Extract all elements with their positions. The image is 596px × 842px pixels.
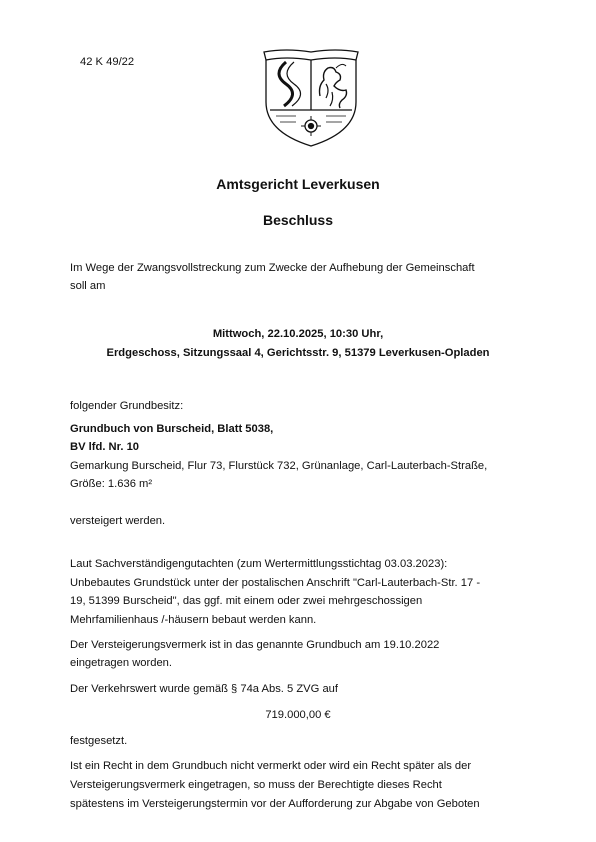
property-details: Gemarkung Burscheid, Flur 73, Flurstück 732, Grünanlage, Carl-Lauterbach-Straße, xyxy=(70,460,488,472)
registration-line-1: Der Versteigerungsvermerk ist in das genannte Grundbuch am 19.10.2022 xyxy=(70,639,440,651)
value-outro: festgesetzt. xyxy=(70,735,128,747)
appointment-datetime: Mittwoch, 22.10.2025, 10:30 Uhr, xyxy=(212,328,384,340)
property-item: BV lfd. Nr. 10 xyxy=(70,441,140,453)
appraisal-line-3: 19, 51399 Burscheid", das ggf. mit einem oder zwei mehrgeschossigen xyxy=(70,595,423,607)
appraisal-line-4: Mehrfamilienhaus /-häusern bebaut werden kann. xyxy=(70,614,317,626)
rights-notice-line-1: Ist ein Recht in dem Grundbuch nicht vermerkt oder wird ein Recht später als der xyxy=(70,760,472,772)
document-type: Beschluss xyxy=(262,212,334,228)
market-value: 719.000,00 € xyxy=(265,709,331,721)
property-intro: folgender Grundbesitz: xyxy=(70,400,184,412)
property-size: Größe: 1.636 m² xyxy=(70,478,153,490)
court-name: Amtsgericht Leverkusen xyxy=(216,176,380,192)
appraisal-line-1: Laut Sachverständigengutachten (zum Wertermittlungsstichtag 03.03.2023): xyxy=(70,558,448,570)
registration-line-2: eingetragen worden. xyxy=(70,657,173,669)
auction-text: versteigert werden. xyxy=(70,515,166,527)
rights-notice-line-2: Versteigerungsvermerk eingetragen, so muss der Berechtigte dieses Recht xyxy=(70,779,442,791)
nrw-coat-of-arms xyxy=(256,46,366,150)
file-number: 42 K 49/22 xyxy=(80,56,135,68)
value-intro: Der Verkehrswert wurde gemäß § 74a Abs. 5 ZVG auf xyxy=(70,683,339,695)
property-register: Grundbuch von Burscheid, Blatt 5038, xyxy=(70,423,274,435)
appraisal-line-2: Unbebautes Grundstück unter der postalischen Anschrift "Carl-Lauterbach-Str. 17 - xyxy=(70,577,481,589)
intro-line-2: soll am xyxy=(70,280,106,292)
appointment-location: Erdgeschoss, Sitzungssaal 4, Gerichtsstr. 9, 51379 Leverkusen-Opladen xyxy=(106,347,490,359)
rights-notice-line-3: spätestens im Versteigerungstermin vor der Aufforderung zur Abgabe von Geboten xyxy=(70,798,480,810)
intro-line-1: Im Wege der Zwangsvollstreckung zum Zwecke der Aufhebung der Gemeinschaft xyxy=(70,262,475,274)
